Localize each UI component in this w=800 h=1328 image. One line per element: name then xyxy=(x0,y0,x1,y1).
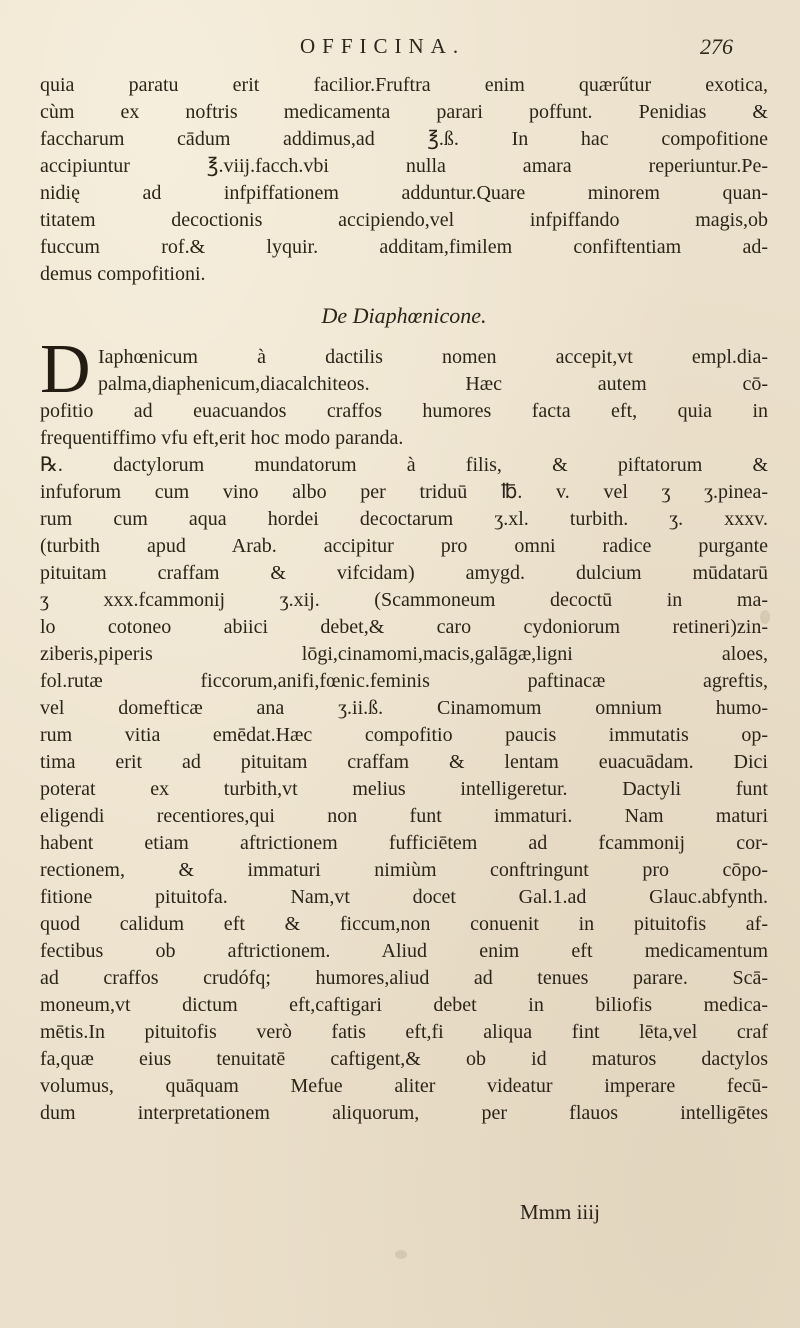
page-number: 276 xyxy=(700,34,733,59)
text-line: fitione pituitofa. Nam,vt docet Gal.1.ad Glauc.abfynth. xyxy=(40,886,768,908)
text-line: titatem decoctionis accipiendo,vel infpiffando magis,ob xyxy=(40,209,768,231)
text-line: quia paratu erit facilior.Fruftra enim quærűtur exotica, xyxy=(40,74,768,96)
text-line: cùm ex noftris medicamenta parari poffunt. Penidias & xyxy=(40,101,768,123)
text-line: frequentiffimo vfu eft,erit hoc modo paranda. xyxy=(40,427,404,449)
text-line: poterat ex turbith,vt melius intelligeretur. Dactyli funt xyxy=(40,778,768,800)
text-line: ziberis,piperis lōgi,cinamomi,macis,galāgæ,ligni aloes, xyxy=(40,643,768,665)
text-line: fuccum rof.& lyquir. additam,fimilem confiftentiam ad- xyxy=(40,236,768,258)
text-line: rum vitia emēdat.Hæc compofitio paucis immutatis op- xyxy=(40,724,768,746)
drop-cap: D xyxy=(40,331,91,408)
text-line: fol.rutæ ficcorum,anifi,fœnic.feminis paftinacæ agreftis, xyxy=(40,670,768,692)
running-title: OFFICINA. xyxy=(300,34,466,58)
text-line: ℞. dactylorum mundatorum à filis, & piftatorum & xyxy=(40,454,768,476)
text-line: ʒ xxx.fcammonij ʒ.xij. (Scammoneum decoctū in ma- xyxy=(40,589,768,611)
text-line: dum interpretationem aliquorum, per flauos intelligētes xyxy=(40,1102,768,1124)
text-line: rectionem, & immaturi nimiùm conftringunt pro cōpo- xyxy=(40,859,768,881)
text-line: fa,quæ eius tenuitatē caftigent,& ob id maturos dactylos xyxy=(40,1048,768,1070)
text-line: pofitio ad euacuandos craffos humores facta eft, quia in xyxy=(40,400,768,422)
text-line: eligendi recentiores,qui non funt immaturi. Nam maturi xyxy=(40,805,768,827)
text-line: quod calidum eft & ficcum,non conuenit in pituitofis af- xyxy=(40,913,768,935)
text-line: infuforum cum vino albo per triduū ℔. v. vel ʒ ʒ.pinea- xyxy=(40,481,768,503)
text-line: volumus, quāquam Mefue aliter videatur imperare fecū- xyxy=(40,1075,768,1097)
text-line: rum cum aqua hordei decoctarum ʒ.xl. turbith. ʒ. xxxv. xyxy=(40,508,768,530)
text-line: fectibus ob aftrictionem. Aliud enim eft medicamentum xyxy=(40,940,768,962)
text-line: ad craffos crudófq; humores,aliud ad tenues parare. Scā- xyxy=(40,967,768,989)
text-line: nidię ad infpiffationem adduntur.Quare minorem quan- xyxy=(40,182,768,204)
text-line: lo cotoneo abiici debet,& caro cydoniorum retineri)zin- xyxy=(40,616,768,638)
text-line: mētis.In pituitofis verò fatis eft,fi aliqua fint lēta,vel craf xyxy=(40,1021,768,1043)
text-line: demus compofitioni. xyxy=(40,263,206,285)
text-line: palma,diaphenicum,diacalchiteos. Hæc autem cō- xyxy=(98,373,768,395)
text-line: pituitam craffam & vifcidam) amygd. dulcium mūdatarū xyxy=(40,562,768,584)
main-text xyxy=(40,72,768,1127)
text-line: moneum,vt dictum eft,caftigari debet in biliofis medica- xyxy=(40,994,768,1016)
text-line: vel domefticæ ana ʒ.ii.ß. Cinamomum omnium humo- xyxy=(40,697,768,719)
signature-mark: Mmm iiij xyxy=(520,1200,600,1224)
text-line: habent etiam aftrictionem fufficiētem ad fcammonij cor- xyxy=(40,832,768,854)
text-line: accipiuntur ℥.viij.facch.vbi nulla amara reperiuntur.Pe- xyxy=(40,155,768,177)
paper-stain xyxy=(395,1250,407,1259)
text-line: Iaphœnicum à dactilis nomen accepit,vt empl.dia- xyxy=(98,346,768,368)
section-title: De Diaphœnicone. xyxy=(321,303,487,328)
text-line: (turbith apud Arab. accipitur pro omni radice purgante xyxy=(40,535,768,557)
running-head xyxy=(0,30,800,64)
drop-cap-paragraph-start xyxy=(40,331,768,408)
text-line: tima erit ad pituitam craffam & lentam euacuādam. Dici xyxy=(40,751,768,773)
text-line: faccharum cādum addimus,ad ℥.ß. In hac compofitione xyxy=(40,128,768,150)
